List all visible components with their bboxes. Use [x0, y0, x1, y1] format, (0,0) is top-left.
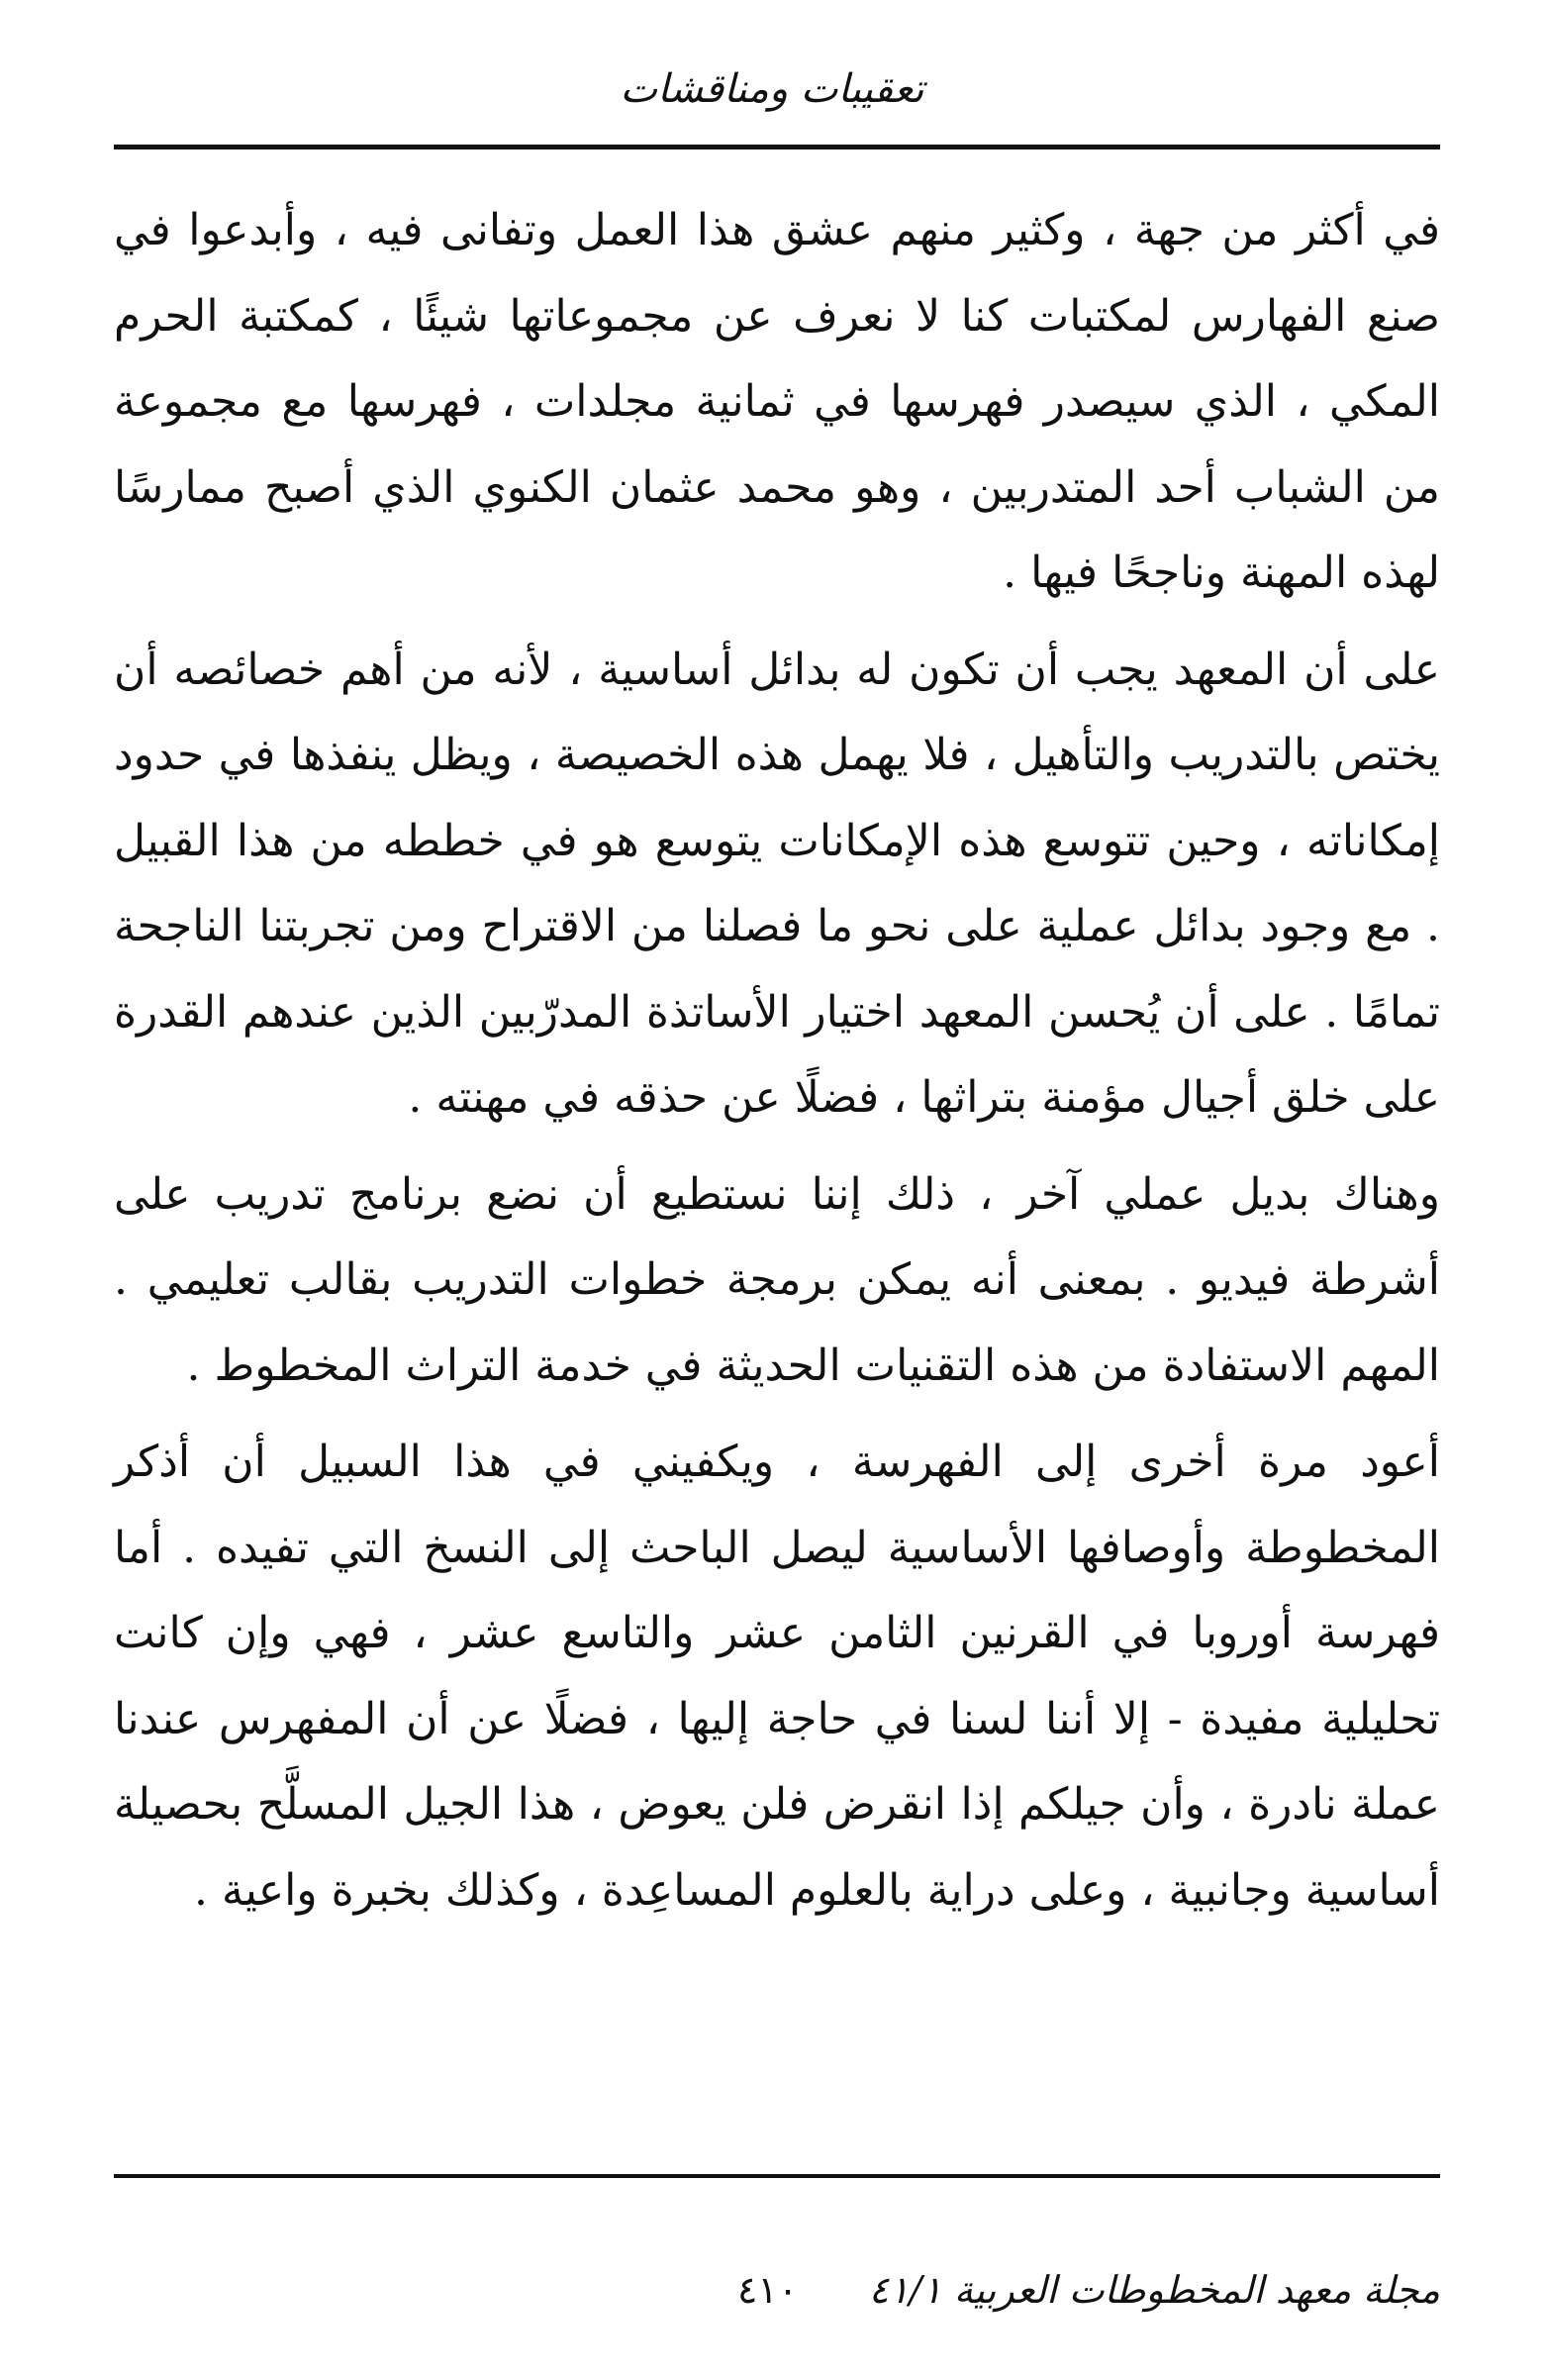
paragraph-4: أعود مرة أخرى إلى الفهرسة ، ويكفيني في هذا السبيل أن أذكر المخطوطة وأوصافها الأساسية ليصل الباحث إلى النسخ التي تفيده . أما فهرسة أوروبا في القرنين الثامن عشر والتاسع عشر ، فهي وإن كانت تحليلية مفيدة - إلا أننا لسنا في حاجة إليها ، فضلًا عن أن المفهرس عندنا عملة نادرة ، وأن جيلكم إذا انقرض فلن يعوض ، هذا الجيل المسلَّح بحصيلة أساسية وجانبية ، وعلى دراية بالعلوم المساعِدة ، وكذلك بخبرة واعية . — [114, 1437, 1440, 1916]
article-body — [114, 188, 1440, 1934]
journal-citation: مجلة معهد المخطوطات العربية ٤١/١ — [868, 2268, 1440, 2312]
footer-rule — [114, 2174, 1440, 2178]
paragraph-1: في أكثر من جهة ، وكثير منهم عشق هذا العمل وتفانى فيه ، وأبدعوا في صنع الفهارس لمكتبات كنا لا نعرف عن مجموعاتها شيئًا ، كمكتبة الحرم المكي ، الذي سيصدر فهرسها في ثمانية مجلدات ، فهرسها مع مجموعة من الشباب أحد المتدربين ، وهو محمد عثمان الكنوي الذي أصبح ممارسًا لهذه المهنة وناجحًا فيها . — [114, 205, 1440, 598]
paragraph-3: وهناك بديل عملي آخر ، ذلك إننا نستطيع أن نضع برنامج تدريب على أشرطة فيديو . بمعنى أنه يمكن برمجة خطوات التدريب بقالب تعليمي . المهم الاستفادة من هذه التقنيات الحديثة في خدمة التراث المخطوط . — [114, 1168, 1440, 1391]
paragraph-2: على أن المعهد يجب أن تكون له بدائل أساسية ، لأنه من أهم خصائصه أن يختص بالتدريب والتأهيل ، فلا يهمل هذه الخصيصة ، ويظل ينفذها في حدود إمكاناته ، وحين تتوسع هذه الإمكانات يتوسع هو في خططه من هذا القبيل . مع وجود بدائل عملية على نحو ما فصلنا من الاقتراح ومن تجربتنا الناجحة تمامًا . على أن يُحسن المعهد اختيار الأساتذة المدرّبين الذين عندهم القدرة على خلق أجيال مؤمنة بتراثها ، فضلًا عن حذقه في مهنته . — [114, 644, 1440, 1123]
page-number: ٤١٠ — [737, 2268, 799, 2312]
running-header: تعقيبات ومناقشات — [620, 66, 924, 112]
header-rule — [114, 145, 1440, 149]
